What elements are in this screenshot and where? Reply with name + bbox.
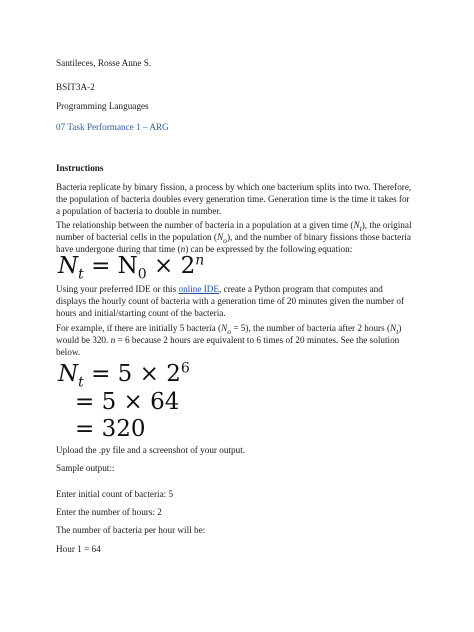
paragraph-line: have undergone during that time (n) can be expressed by the following equation: [56,244,353,254]
task-title: 07 Task Performance 1 – ARG [56,122,169,132]
paragraph-line: displays the hourly count of bacteria with a generation time of 20 minutes given the number of [56,296,405,306]
sample-output-line: Hour 1 = 64 [56,544,101,554]
paragraph-relationship [56,219,424,255]
paragraph-task [56,283,424,319]
solution-line-1: $N_t = 5 \times 2^6$ [58,360,190,391]
paragraph-line: Bacteria replicate by binary fission, a process by which one bacterium splits into two. Therefore, [56,182,412,192]
paragraph-example [56,322,424,358]
online-ide-link[interactable]: online IDE [178,284,220,294]
solution-line-2: = 5 × 64 [75,389,180,415]
equation-main: $N_t = N_0 \times 2^n$ [58,252,205,283]
solution-line-3: = 320 [75,416,146,442]
paragraph-line: For example, if there are initially 5 bacteria $(N_o = 5)$, the number of bacteria after 2 hours $(N_t)$ [56,323,402,336]
paragraph-line: below. [56,347,81,357]
instructions-heading: Instructions [56,163,104,173]
paragraph-line: Using your preferred IDE or this online IDE, create a Python program that computes and [56,284,383,294]
upload-instruction: Upload the .py file and a screenshot of your output. [56,445,246,455]
paragraph-line: number of bacterial cells in the population $(N_o)$, and the number of binary fissions those bacteria [56,232,411,245]
sample-output-line: The number of bacteria per hour will be: [56,525,206,535]
paragraph-line: a population of bacteria to double in number. [56,206,222,216]
paragraph-line: the population of bacteria doubles every generation time. Generation time is the time it takes for [56,194,410,204]
paragraph-line: hours and initial/starting count of the bacteria. [56,308,226,318]
sample-output-label: Sample output:: [56,463,115,473]
student-section: BSIT3A-2 [56,82,95,92]
sample-output-line: Enter the number of hours: 2 [56,507,162,517]
course-name: Programming Languages [56,101,149,111]
student-name: Santileces, Rosse Anne S. [56,58,152,68]
sample-output-line: Enter initial count of bacteria: 5 [56,489,174,499]
paragraph-intro [56,181,424,217]
paragraph-line: The relationship between the number of bacteria in a population at a given time $(N_t)$, the original [56,220,412,233]
paragraph-line: would be 320. n = 6 because 2 hours are equivalent to 6 times of 20 minutes. See the solution [56,335,400,345]
